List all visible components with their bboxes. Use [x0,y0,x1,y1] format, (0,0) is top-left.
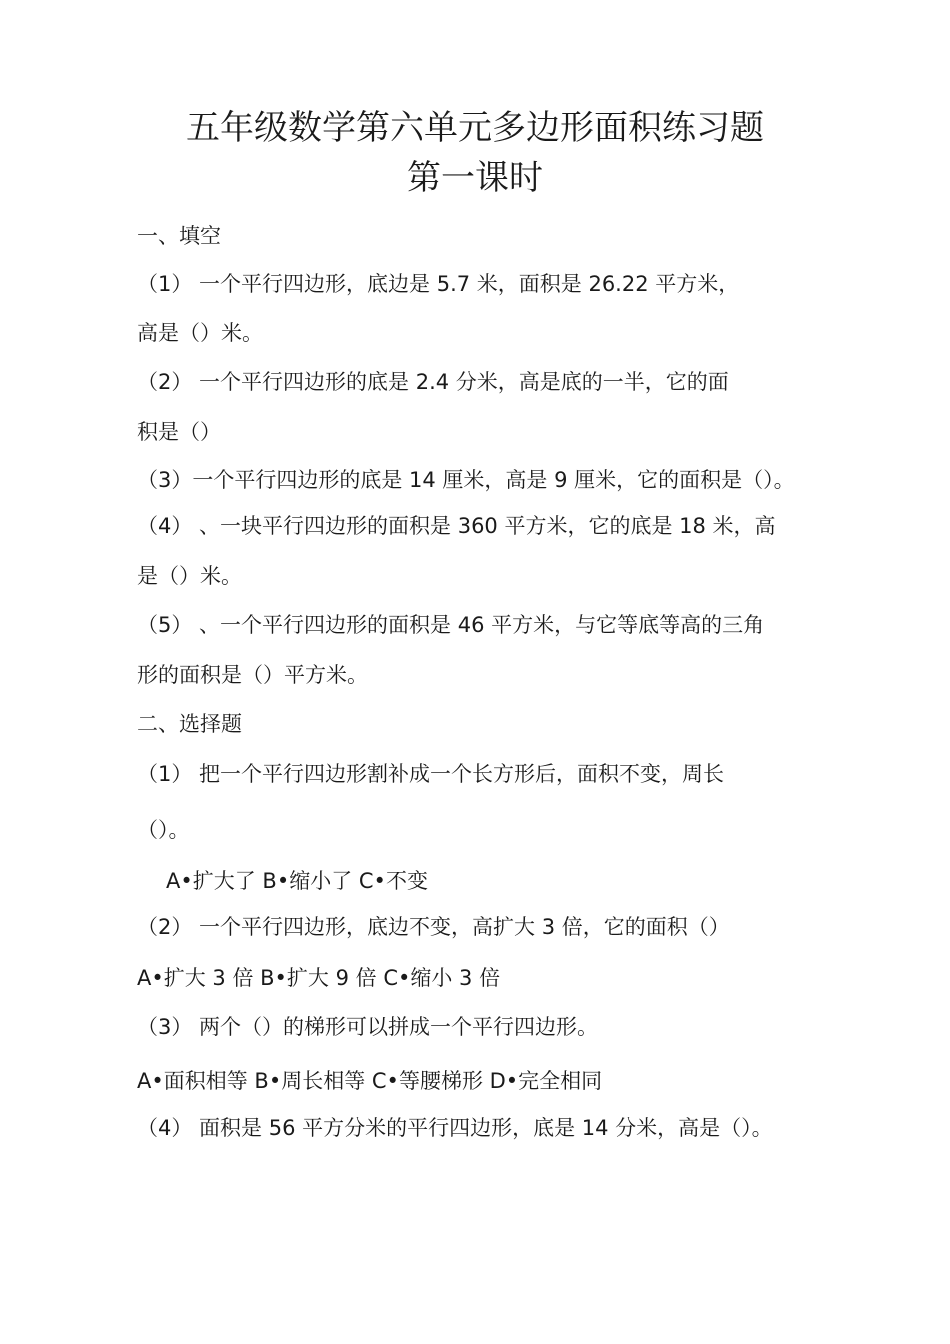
question-line: 形的面积是（）平方米。 [137,663,368,687]
question-line: （2） 一个平行四边形，底边不变，高扩大 3 倍，它的面积（） [137,915,730,939]
question-line: （1） 一个平行四边形，底边是 5.7 米，面积是 26.22 平方米， [137,272,740,296]
section-heading-fill-blank: 一、填空 [137,224,221,248]
question-line: （4） 、一块平行四边形的面积是 360 平方米，它的底是 18 米，高 [137,514,776,538]
choice-options: A•扩大 3 倍 B•扩大 9 倍 C•缩小 3 倍 [137,966,501,990]
page-title: 五年级数学第六单元多边形面积练习题 [186,108,764,148]
question-line: （5） 、一个平行四边形的面积是 46 平方米，与它等底等高的三角 [137,613,765,637]
section-heading-multiple-choice: 二、选择题 [137,712,242,736]
question-line: 积是（） [137,420,221,444]
question-line: （1） 把一个平行四边形割补成一个长方形后，面积不变，周长 [137,762,725,786]
choice-options: A•扩大了 B•缩小了 C•不变 [166,869,428,893]
question-line: （3）一个平行四边形的底是 14 厘米，高是 9 厘米，它的面积是（）。 [137,468,795,492]
question-line: 是（）米。 [137,564,242,588]
question-line: （4） 面积是 56 平方分米的平行四边形，底是 14 分米，高是（）。 [137,1116,773,1140]
question-line: （3） 两个（）的梯形可以拼成一个平行四边形。 [137,1015,599,1039]
choice-options: A•面积相等 B•周长相等 C•等腰梯形 D•完全相同 [137,1069,603,1093]
question-line: （2） 一个平行四边形的底是 2.4 分米，高是底的一半，它的面 [137,370,729,394]
question-line: （）。 [137,818,190,842]
question-line: 高是（）米。 [137,321,263,345]
page-subtitle: 第一课时 [407,158,543,198]
